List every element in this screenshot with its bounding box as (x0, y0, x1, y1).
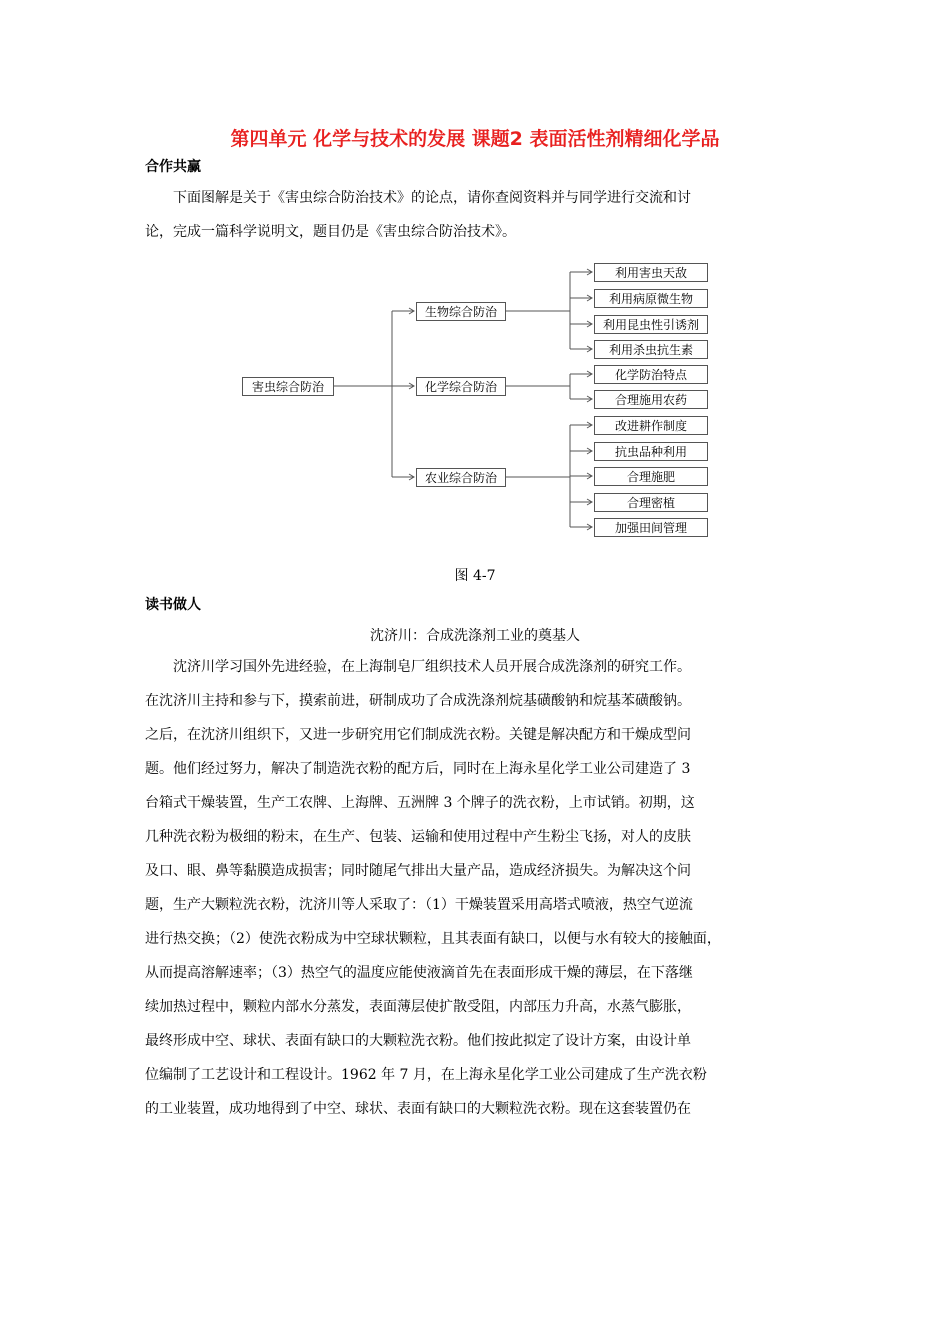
diagram-leaf-node: 加强田间管理 (594, 518, 708, 537)
diagram-leaf-node: 利用病原微生物 (594, 289, 708, 308)
article-line: 之后，在沈济川组织下，又进一步研究用它们制成洗衣粉。关键是解决配方和干燥成型问 (145, 727, 691, 743)
diagram-leaf-node: 合理施用农药 (594, 390, 708, 409)
article-line: 从而提高溶解速率；（3）热空气的温度应能使液滴首先在表面形成干燥的薄层，在下落继 (145, 965, 693, 981)
article-line: 最终形成中空、球状、表面有缺口的大颗粒洗衣粉。他们按此拟定了设计方案，由设计单 (145, 1033, 691, 1049)
article-line: 在沈济川主持和参与下，摸索前进，研制成功了合成洗涤剂烷基磺酸钠和烷基苯磺酸钠。 (145, 693, 691, 709)
article-line: 的工业装置，成功地得到了中空、球状、表面有缺口的大颗粒洗衣粉。现在这套装置仍在 (145, 1101, 691, 1117)
article-line: 题，生产大颗粒洗衣粉，沈济川等人采取了：（1）干燥装置采用高塔式喷液，热空气逆流 (145, 897, 693, 913)
article-line: 沈济川学习国外先进经验，在上海制皂厂组织技术人员开展合成洗涤剂的研究工作。 (173, 659, 691, 675)
diagram-leaf-node: 合理密植 (594, 493, 708, 512)
diagram-leaf-node: 利用害虫天敌 (594, 263, 708, 282)
article-body (145, 650, 807, 1126)
diagram-leaf-node: 合理施肥 (594, 467, 708, 486)
article-line: 及口、眼、鼻等黏膜造成损害；同时随尾气排出大量产品，造成经济损失。为解决这个问 (145, 863, 691, 879)
section-heading-cooperation: 合作共赢 (145, 159, 201, 175)
intro-line: 论，完成一篇科学说明文，题目仍是《害虫综合防治技术》。 (145, 224, 516, 240)
figure-caption: 图 4-7 (454, 568, 496, 584)
diagram-leaf-node: 改进耕作制度 (594, 416, 708, 435)
article-title: 沈济川：合成洗涤剂工业的奠基人 (370, 628, 580, 644)
diagram-leaf-node: 利用杀虫抗生素 (594, 340, 708, 359)
article-line: 台箱式干燥装置，生产工农牌、上海牌、五洲牌 3 个牌子的洗衣粉，上市试销。初期，这 (145, 795, 695, 811)
intro-line: 下面图解是关于《害虫综合防治技术》的论点，请你查阅资料并与同学进行交流和讨 (173, 190, 691, 206)
article-line: 位编制了工艺设计和工程设计。1962 年 7 月，在上海永星化学工业公司建成了生产洗衣粉 (145, 1067, 707, 1083)
page-title: 第四单元 化学与技术的发展 课题2 表面活性剂精细化学品 (230, 128, 720, 150)
intro-paragraph (145, 181, 807, 249)
section-heading-reading: 读书做人 (145, 597, 201, 613)
diagram-root-node: 害虫综合防治 (242, 377, 334, 396)
article-line: 题。他们经过努力，解决了制造洗衣粉的配方后，同时在上海永星化学工业公司建造了 3 (145, 761, 691, 777)
diagram-branch-node: 农业综合防治 (416, 468, 506, 487)
article-line: 续加热过程中，颗粒内部水分蒸发，表面薄层使扩散受阻，内部压力升高，水蒸气膨胀， (145, 999, 691, 1015)
diagram-leaf-node: 化学防治特点 (594, 365, 708, 384)
article-line: 进行热交换；（2）使洗衣粉成为中空球状颗粒，且其表面有缺口，以便与水有较大的接触面， (145, 931, 721, 947)
diagram-branch-node: 生物综合防治 (416, 302, 506, 321)
diagram-branch-node: 化学综合防治 (416, 377, 506, 396)
diagram-leaf-node: 抗虫品种利用 (594, 442, 708, 461)
article-line: 几种洗衣粉为极细的粉末，在生产、包装、运输和使用过程中产生粉尘飞扬，对人的皮肤 (145, 829, 691, 845)
diagram-leaf-node: 利用昆虫性引诱剂 (594, 315, 708, 334)
